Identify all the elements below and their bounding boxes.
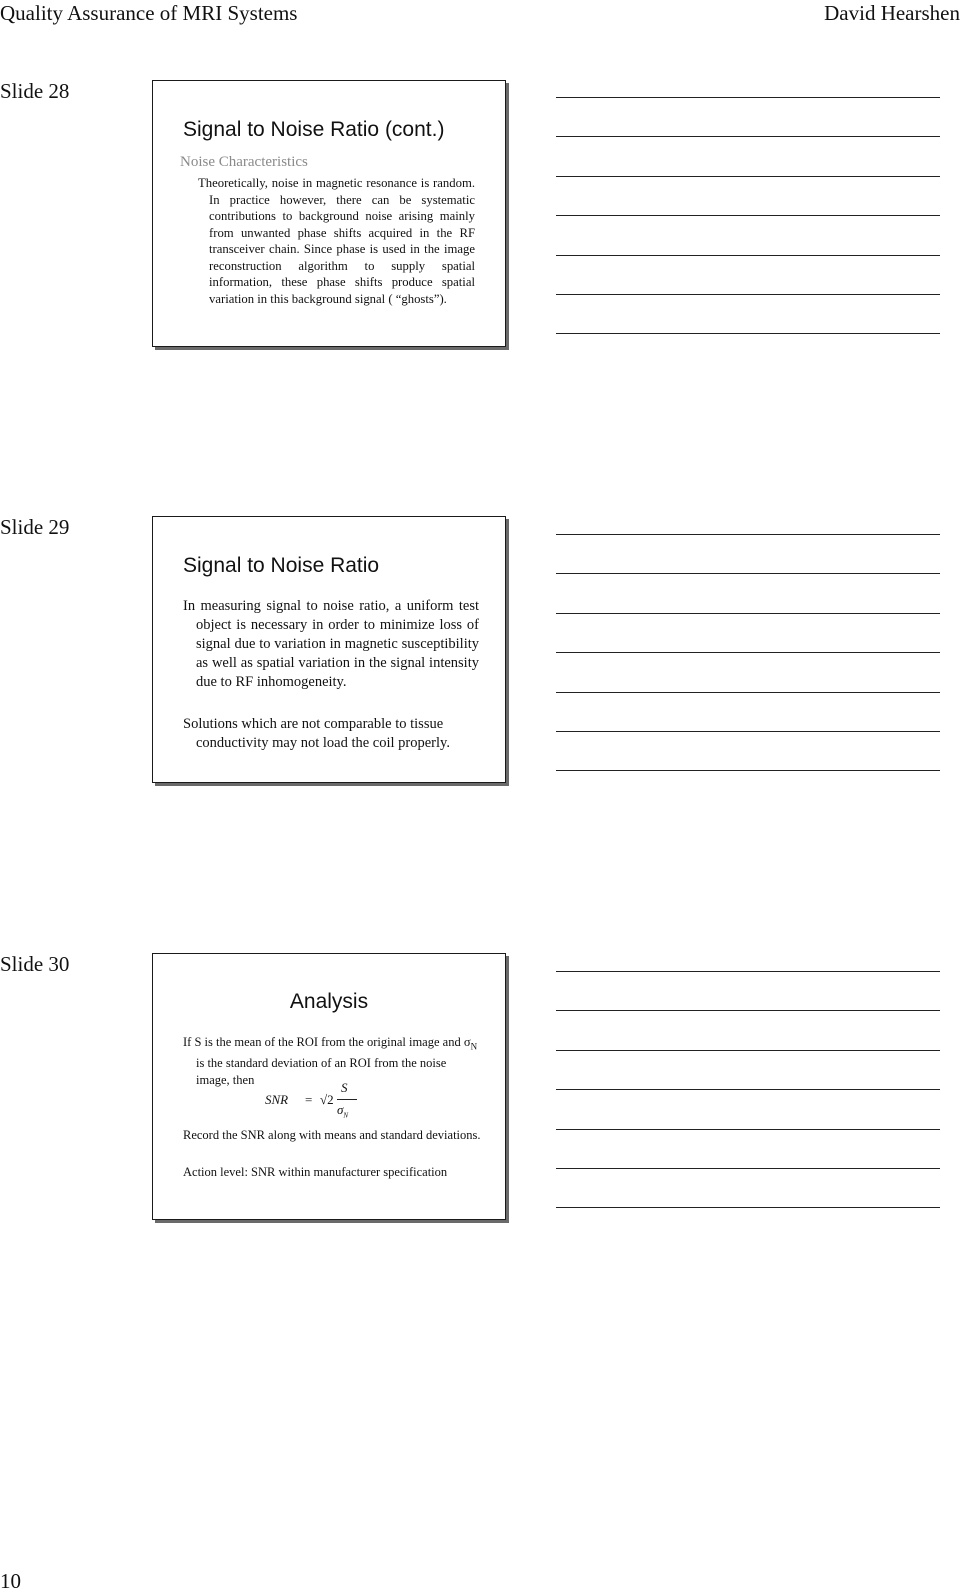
note-line: [556, 176, 940, 177]
slide-28-subtitle: Noise Characteristics: [180, 154, 308, 170]
note-line: [556, 1168, 940, 1169]
slide-30-intro-part-1: If S is the mean of the ROI from the original image and σ: [183, 1035, 471, 1049]
slide-30-body-1: Record the SNR along with means and standard deviations.: [183, 1128, 481, 1142]
note-line: [556, 534, 940, 535]
note-line: [556, 97, 940, 98]
slide-30-label: Slide 30: [0, 952, 70, 976]
sigma-sub-n: N: [343, 1111, 349, 1120]
slide-28-box: [152, 80, 506, 347]
slide-28-body: Theoretically, noise in magnetic resonance is random. In practice however, there can be systematic contributions to background noise arising mainly from unwanted phase shifts acquired in the RF transceiver chain. Since phase is used in the image reconstruction algorithm to supply spatial information, these phase shifts produce spatial variation in this background signal ( “ghosts”).: [198, 176, 475, 306]
note-line: [556, 1207, 940, 1208]
slide-28-label: Slide 28: [0, 79, 70, 103]
note-line: [556, 1089, 940, 1090]
slide-28-notes: [556, 97, 940, 373]
slide-29-body-1: In measuring signal to noise ratio, a uniform test object is necessary in order to minimize loss of signal due to variation in magnetic susceptibility as well as spatial variation in the signal intensity due to RF inhomogeneity.: [183, 598, 479, 690]
slide-29-label: Slide 29: [0, 515, 70, 539]
fraction-bar: [337, 1099, 357, 1100]
note-line: [556, 136, 940, 137]
slide-29-body-2: Solutions which are not comparable to tissue conductivity may not load the coil properly.: [183, 716, 450, 751]
formula-denominator: [337, 1102, 348, 1120]
note-line: [556, 770, 940, 771]
page-number: 10: [0, 1569, 21, 1593]
slide-30-title: Analysis: [289, 990, 369, 1013]
note-line: [556, 215, 940, 216]
note-line: [556, 294, 940, 295]
note-line: [556, 1129, 940, 1130]
document-header-title: Quality Assurance of MRI Systems: [0, 1, 298, 25]
formula-radical: √2: [320, 1092, 334, 1107]
formula-equals: =: [305, 1092, 313, 1107]
document-header-author: David Hearshen: [824, 1, 960, 25]
note-line: [556, 692, 940, 693]
note-line: [556, 613, 940, 614]
note-line: [556, 333, 940, 334]
note-line: [556, 255, 940, 256]
note-line: [556, 1050, 940, 1051]
slide-29-notes: [556, 534, 940, 810]
sigma-subscript: N: [470, 1041, 478, 1052]
slide-28-title: Signal to Noise Ratio (cont.): [183, 118, 445, 141]
slide-30-notes: [556, 971, 940, 1247]
slide-30-body-2: Action level: SNR within manufacturer specification: [183, 1165, 448, 1179]
note-line: [556, 652, 940, 653]
note-line: [556, 573, 940, 574]
sigma-symbol: σ: [337, 1102, 344, 1117]
formula-lhs: SNR: [265, 1092, 289, 1107]
snr-formula: [265, 1082, 385, 1122]
slide-30-intro-part-2: is the standard deviation of an ROI from the noise image, then: [196, 1056, 447, 1087]
note-line: [556, 1010, 940, 1011]
slide-30-intro: [183, 1034, 483, 1088]
note-line: [556, 971, 940, 972]
slide-29-box: [152, 516, 506, 783]
slide-29-title: Signal to Noise Ratio: [183, 554, 380, 577]
formula-numerator: S: [341, 1080, 348, 1095]
slide-30-box: [152, 953, 506, 1220]
note-line: [556, 731, 940, 732]
